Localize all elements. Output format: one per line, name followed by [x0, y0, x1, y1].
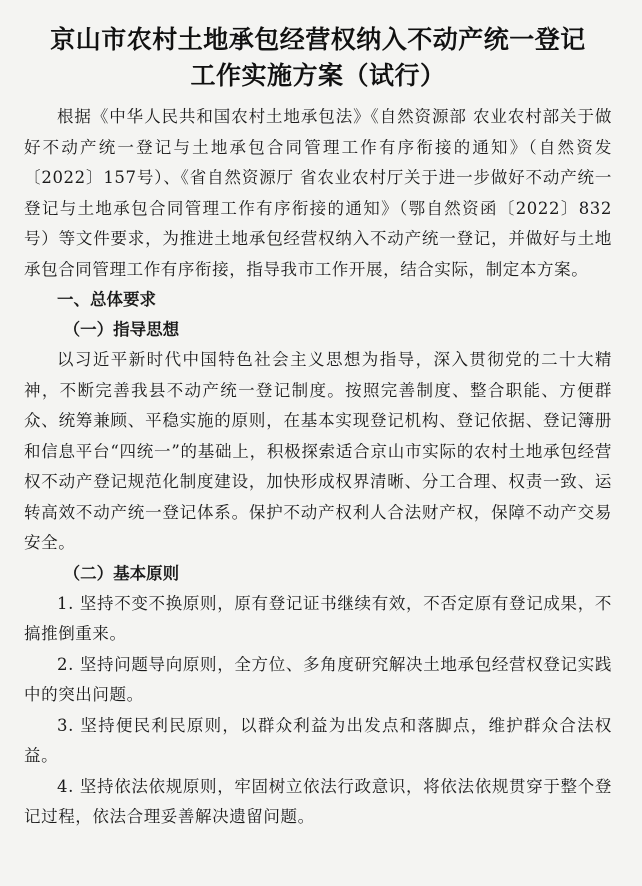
subsection-heading-guiding-ideology: （一）指导思想 — [63, 320, 180, 339]
document-title — [24, 22, 612, 94]
principle-item-1: 1. 坚持不变不换原则，原有登记证书继续有效，不否定原有登记成果，不搞推倒重来。 — [24, 593, 612, 643]
intro-paragraph: 根据《中华人民共和国农村土地承包法》《自然资源部 农业农村部关于做好不动产统一登记与土地承包合同管理工作有序衔接的通知》（自然资发〔2022〕157号）、《省自然资源厅 省农业农村厅关于进一步做好不动产统一登记与土地承包合同管理工作有序衔接的通知》（鄂自然资函〔2022〕832号）等文件要求，为推进土地承包经营权纳入不动产统一登记，并做好与土地承包合同管理工作有序衔接，指导我市工作开展，结合实际，制定本方案。 — [24, 107, 612, 279]
principle-item-2: 2. 坚持问题导向原则，全方位、多角度研究解决土地承包经营权登记实践中的突出问题。 — [24, 654, 612, 704]
principle-item-3: 3. 坚持便民利民原则，以群众利益为出发点和落脚点，维护群众合法权益。 — [24, 715, 612, 765]
principle-item-4: 4. 坚持依法依规原则，牢固树立依法行政意识，将依法依规贯穿于整个登记过程，依法合理妥善解决遗留问题。 — [24, 776, 612, 826]
title-line-2: 工作实施方案（试行） — [190, 61, 446, 90]
section-heading-general-requirements: 一、总体要求 — [57, 290, 156, 309]
title-line-1: 京山市农村土地承包经营权纳入不动产统一登记 — [50, 25, 586, 54]
subsection-heading-basic-principles: （二）基本原则 — [63, 563, 180, 583]
guiding-ideology-paragraph: 以习近平新时代中国特色社会主义思想为指导，深入贯彻党的二十大精神，不断完善我县不动产统一登记制度。按照完善制度、整合职能、方便群众、统筹兼顾、平稳实施的原则，在基本实现登记机构、登记依据、登记簿册和信息平台“四统一”的基础上，积极探索适合京山市实际的农村土地承包经营权不动产登记规范化制度建设，加快形成权界清晰、分工合理、权责一致、运转高效不动产统一登记体系。保护不动产权利人合法财产权，保障不动产交易安全。 — [24, 350, 612, 552]
